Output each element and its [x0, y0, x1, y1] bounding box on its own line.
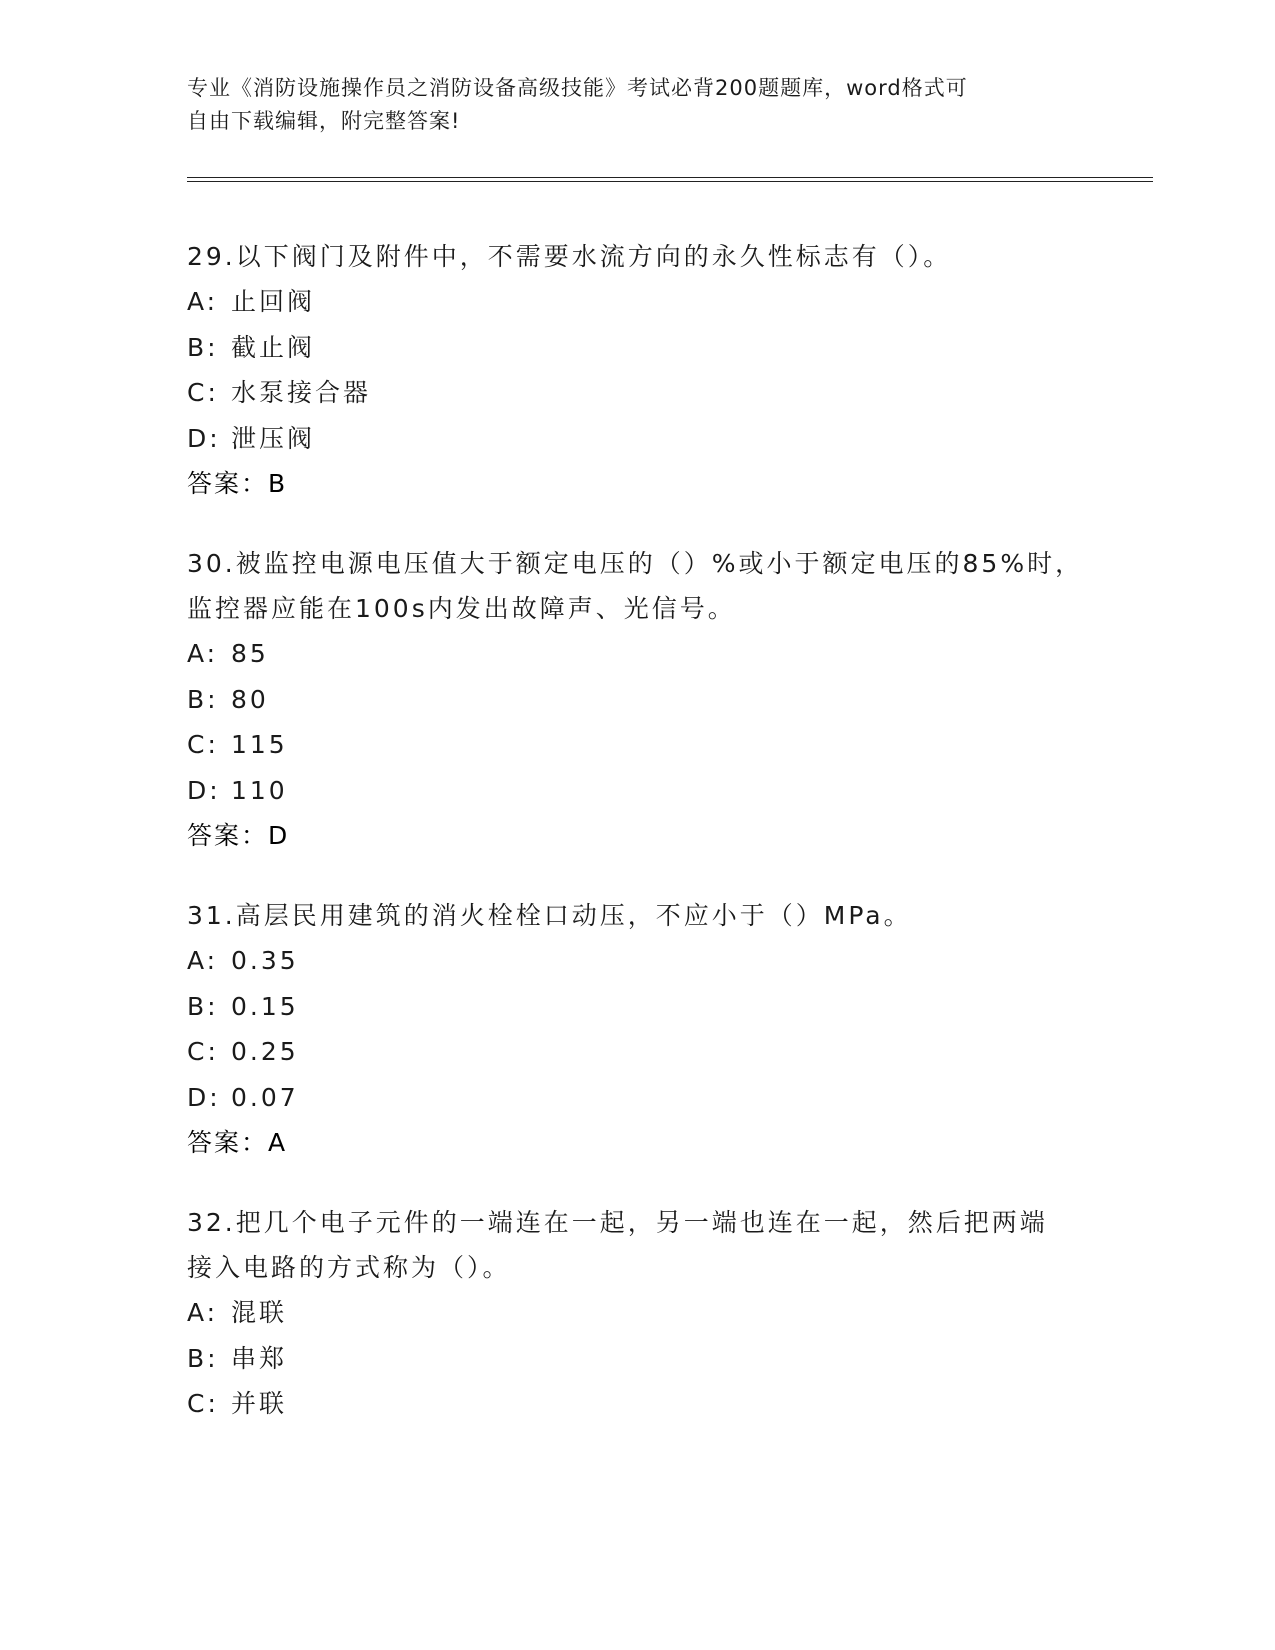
option-d [187, 1075, 1087, 1121]
option-b [187, 984, 1087, 1030]
option-letter: A: [187, 1298, 219, 1327]
option-b [187, 677, 1087, 723]
option-c [187, 722, 1087, 768]
option-letter: C: [187, 730, 219, 759]
question-text-line-1: 32.把几个电子元件的一端连在一起，另一端也连在一起，然后把两端 [187, 1208, 1048, 1237]
question-text-line-1: 30.被监控电源电压值大于额定电压的（）%或小于额定电压的85%时， [187, 549, 1084, 578]
option-letter: C: [187, 378, 219, 407]
option-letter: A: [187, 287, 219, 316]
question-30 [187, 541, 1087, 858]
option-text: 0.15 [231, 991, 299, 1021]
option-letter: D: [187, 775, 221, 805]
option-text: 115 [231, 730, 288, 759]
option-text: 串郑 [231, 1343, 288, 1373]
option-c [187, 370, 1087, 416]
option-letter: B: [187, 991, 219, 1021]
option-letter: B: [187, 684, 219, 714]
option-text: 混联 [231, 1298, 288, 1327]
option-a [187, 631, 1087, 677]
option-text: 0.25 [231, 1037, 299, 1066]
question-text: 29.以下阀门及附件中，不需要水流方向的永久性标志有（）。 [187, 242, 952, 271]
option-letter: A: [187, 946, 219, 975]
option-text: 0.35 [231, 946, 299, 975]
option-text: 截止阀 [231, 332, 316, 362]
option-text: 泄压阀 [231, 423, 316, 453]
option-text: 并联 [231, 1389, 288, 1418]
answer-line: 答案：D [187, 821, 290, 850]
option-a [187, 279, 1087, 325]
option-d [187, 416, 1087, 462]
question-list [187, 234, 1087, 1462]
option-d [187, 768, 1087, 814]
answer-line: 答案：A [187, 1128, 288, 1157]
option-letter: C: [187, 1389, 219, 1418]
question-31 [187, 893, 1087, 1165]
option-a [187, 938, 1087, 984]
option-text: 止回阀 [231, 287, 316, 316]
question-text-line-2: 接入电路的方式称为（）。 [187, 1253, 511, 1282]
question-text: 31.高层民用建筑的消火栓栓口动压，不应小于（）MPa。 [187, 901, 912, 930]
question-32 [187, 1200, 1087, 1427]
option-c [187, 1381, 1087, 1427]
option-letter: B: [187, 1343, 219, 1373]
option-letter: B: [187, 332, 219, 362]
header-line-2: 自由下载编辑，附完整答案! [187, 109, 461, 133]
option-a [187, 1290, 1087, 1336]
option-b [187, 1336, 1087, 1382]
option-letter: C: [187, 1037, 219, 1066]
option-c [187, 1029, 1087, 1075]
question-text-line-2: 监控器应能在100s内发出故障声、光信号。 [187, 594, 736, 623]
question-29 [187, 234, 1087, 506]
answer-line: 答案：B [187, 469, 288, 498]
option-text: 110 [231, 775, 288, 805]
header-line-1: 专业《消防设施操作员之消防设备高级技能》考试必背200题题库，word格式可 [187, 76, 968, 100]
option-text: 85 [231, 639, 269, 668]
option-letter: D: [187, 423, 221, 453]
option-text: 0.07 [231, 1082, 299, 1112]
document-header [187, 72, 1067, 138]
header-double-rule [187, 177, 1153, 182]
option-letter: D: [187, 1082, 221, 1112]
option-b [187, 325, 1087, 371]
option-text: 80 [231, 684, 269, 714]
option-letter: A: [187, 639, 219, 668]
option-text: 水泵接合器 [231, 378, 372, 407]
